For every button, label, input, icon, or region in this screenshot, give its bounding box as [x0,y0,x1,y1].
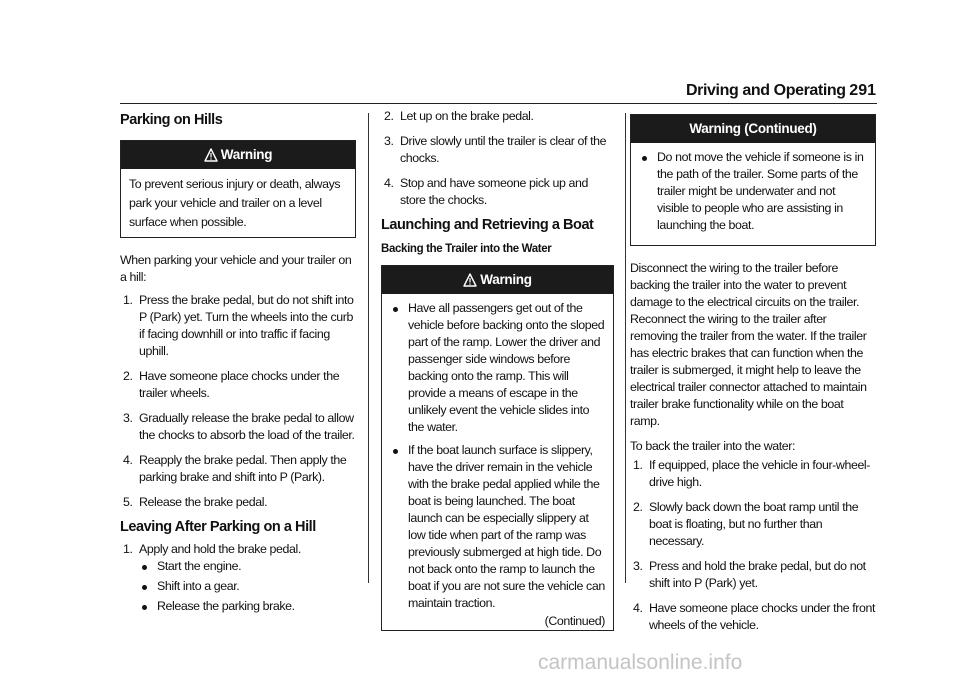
column-3 [630,108,876,642]
warning-box [120,140,356,238]
column-divider [368,113,369,583]
warning-header [382,266,613,294]
warning-triangle-icon [463,273,477,287]
list-item: 4. Have someone place chocks under the front wheels of the vehicle. [633,601,876,632]
list-item: 3. Drive slowly until the trailer is clear of the chocks. [384,134,607,165]
list-item: 3. Press and hold the brake pedal, but do not shift into P (Park) yet. [633,559,866,590]
list-item: Have all passengers get out of the vehicle before backing onto the sloped part of the ramp. Lower the driver and passenger side windows before backing onto the ramp. This will provide a means of escape in the unlikely event the vehicle slides into the water. [390,300,605,436]
section-title: Driving and Operating [686,82,846,99]
list-item: 1. Press the brake pedal, but do not shift into P (Park) yet. Turn the wheels into the curb if facing downhill or into traffic if facing uphill. [123,293,354,358]
warning-bullets [390,300,605,612]
warning-triangle-icon [204,148,218,162]
backing-subheading: Backing the Trailer into the Water [381,243,552,255]
warning-text: To prevent serious injury or death, always park your vehicle and trailer on a level surface when possible. [129,177,341,229]
warning-bullets [639,149,867,234]
watermark: carmanualsonline.info [538,651,743,674]
warning-box [381,265,614,631]
warning-title: Warning [220,147,273,162]
warning-title: Warning [480,272,532,287]
list-item: 2. Slowly back down the boat ramp until the boat is floating, but no further than necessary. [633,500,859,548]
leaving-heading: Leaving After Parking on a Hill [120,519,316,535]
warning-header [121,141,355,169]
parking-steps [120,292,356,511]
header-rule [120,103,877,104]
list-item: 4. Stop and have someone pick up and store the chocks. [384,176,588,207]
page-header [686,82,876,104]
warning-body [631,143,875,245]
parking-on-hills-heading: Parking on Hills [120,112,223,128]
backing-steps [630,457,876,634]
intro-text: When parking your vehicle and your trailer on a hill: [120,253,352,284]
list-item: 3. Gradually release the brake pedal to allow the chocks to absorb the load of the trailer. [123,411,355,442]
list-item: If the boat launch surface is slippery, have the driver remain in the vehicle with the brake pedal applied while the boat is being launched. The boat launch can be especially slippery at low tide when part of the ramp was previously submerged at high tide. Do not back onto the ramp to launch the boat if you are not sure the vehicle can maintain traction. [390,442,605,612]
list-item: 4. Reapply the brake pedal. Then apply the parking brake and shift into P (Park). [123,453,347,484]
warning-body [121,169,355,237]
page-number: 291 [849,82,876,99]
list-item: Release the parking brake. [139,598,356,615]
column-2 [381,108,614,641]
launching-heading: Launching and Retrieving a Boat [381,217,594,233]
list-item: 2. Have someone place chocks under the trailer wheels. [123,369,340,400]
leaving-bullets [139,558,356,615]
column-1 [120,108,356,623]
list-item: Shift into a gear. [139,578,356,595]
intro-text: To back the trailer into the water: [630,439,796,453]
leaving-steps [120,541,356,615]
warning-body [382,294,613,630]
warning-title: Warning (Continued) [689,121,817,136]
list-item: 1. If equipped, place the vehicle in four-wheel-drive high. [633,458,871,489]
list-item: Do not move the vehicle if someone is in the path of the trailer. Some parts of the trailer might be underwater and not visible to people who are assisting in launching the boat. [639,149,867,234]
warning-header [631,115,875,143]
column-divider [625,113,626,583]
warning-box-continued [630,114,876,246]
list-item: Start the engine. [139,558,356,575]
disconnect-paragraph: Disconnect the wiring to the trailer before backing the trailer into the water to prevent damage to the electrical circuits on the trailer. Reconnect the wiring to the trailer after removing the trailer from the water. If the trailer has electric brakes that can function when the trailer is submerged, it might help to leave the electrical trailer connector attached to maintain trailer brake functionality while on the boat ramp. [630,261,867,428]
continued-label: (Continued) [544,614,605,628]
list-item: 2. Let up on the brake pedal. [384,109,534,123]
list-item: 1. Apply and hold the brake pedal. Start the engine. Shift into a gear. Release the parking brake. [120,541,356,615]
list-item: 5. Release the brake pedal. [123,495,268,509]
continued-steps [381,108,614,209]
